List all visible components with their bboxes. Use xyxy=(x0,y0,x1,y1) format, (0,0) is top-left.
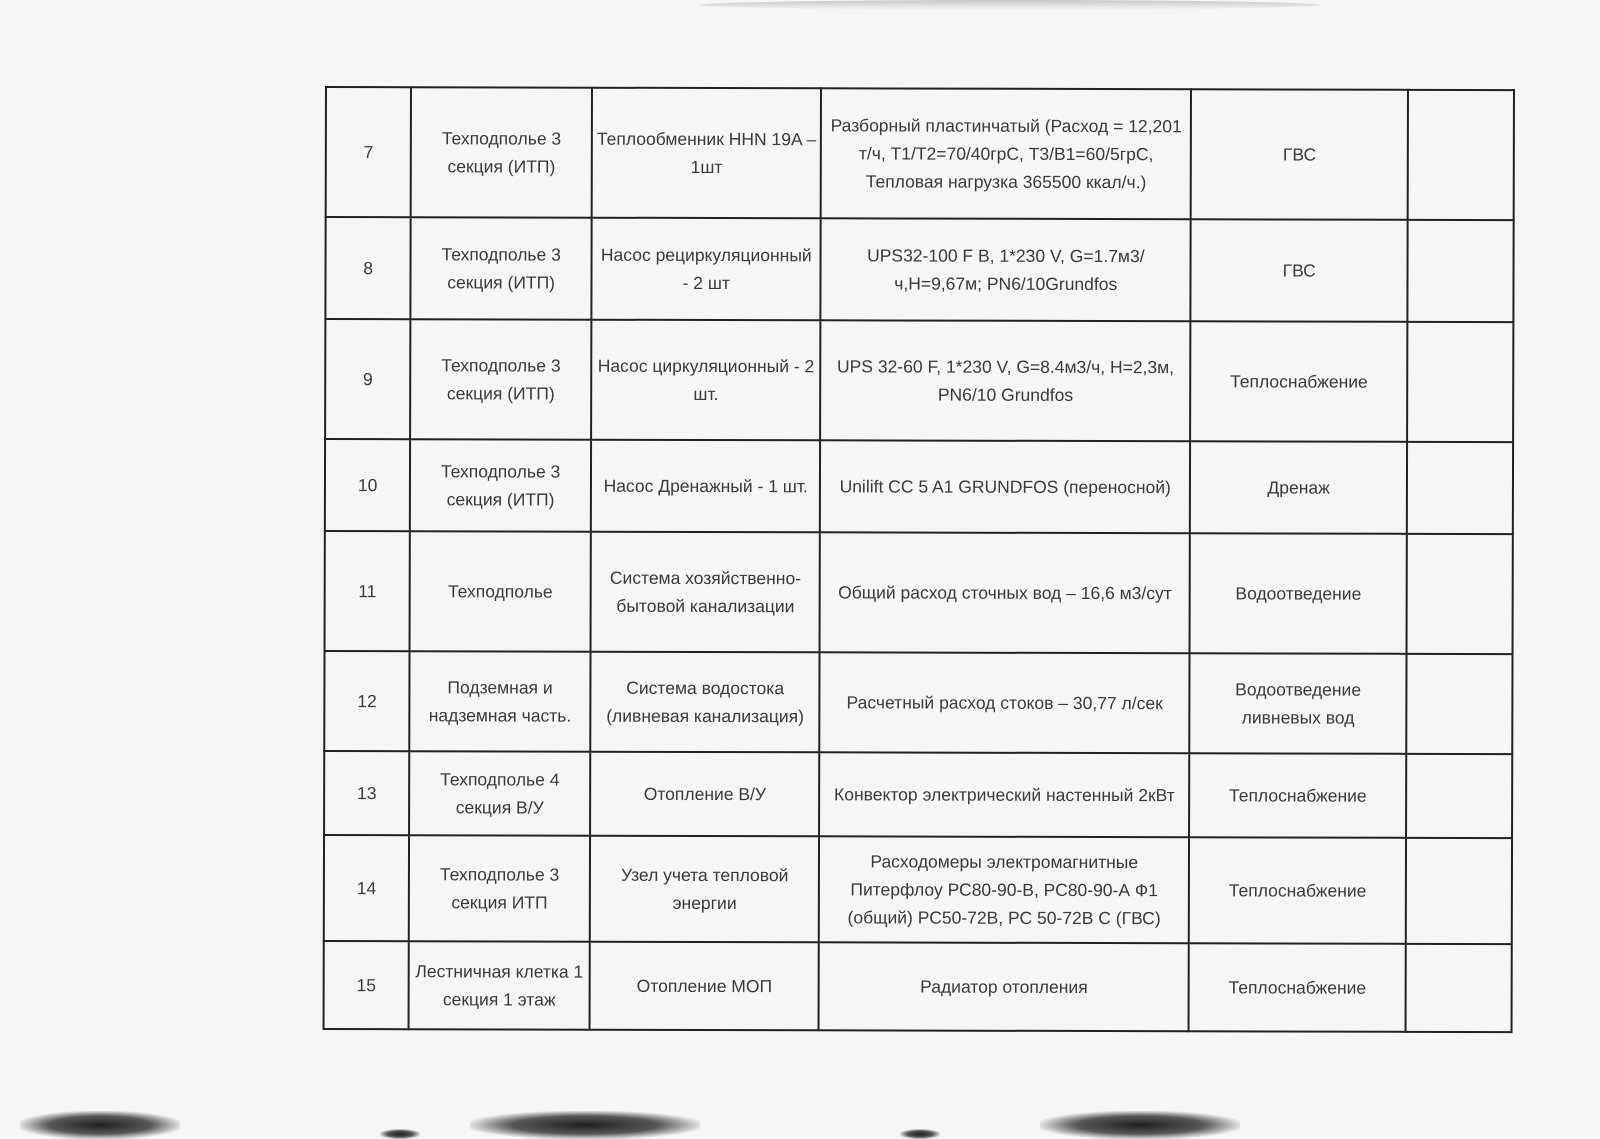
location-cell: Техподполье 3 секция ИТП xyxy=(409,835,590,941)
location-cell: Техподполье 3 секция (ИТП) xyxy=(411,217,592,319)
system-cell: Теплоснабжение xyxy=(1189,837,1407,944)
equipment-cell: Узел учета тепловой энергии xyxy=(590,836,820,943)
equipment-cell: Насос циркуляционный - 2 шт. xyxy=(591,320,821,441)
note-cell xyxy=(1406,944,1512,1032)
scan-shadow-top xyxy=(700,0,1320,10)
location-cell: Техподполье 3 секция (ИТП) xyxy=(410,439,591,531)
equipment-cell: Насос рециркуляционный - 2 шт xyxy=(591,218,821,321)
row-number: 7 xyxy=(326,87,412,217)
equipment-cell: Отопление МОП xyxy=(590,942,820,1031)
table-row xyxy=(324,941,1512,1032)
system-cell: ГВС xyxy=(1190,219,1408,322)
table-row xyxy=(325,531,1513,654)
location-cell: Техподполье 4 секция В/У xyxy=(409,751,590,835)
note-cell xyxy=(1407,534,1513,654)
row-number: 10 xyxy=(325,439,411,531)
table-row xyxy=(325,217,1513,322)
row-number: 13 xyxy=(324,751,410,835)
scan-smudge xyxy=(380,1129,420,1139)
system-cell: ГВС xyxy=(1191,89,1409,220)
location-cell: Техподполье 3 секция (ИТП) xyxy=(410,319,591,439)
specs-cell: Разборный пластинчатый (Расход = 12,201 т/ч, Т1/Т2=70/40грС, Т3/В1=60/5грС, Тепловая нагрузка 365500 ккал/ч.) xyxy=(821,88,1191,219)
equipment-table xyxy=(323,86,1515,1033)
table-row xyxy=(324,651,1512,754)
specs-cell: UPS 32-60 F, 1*230 V, G=8.4м3/ч, H=2,3м, PN6/10 Grundfos xyxy=(821,320,1191,441)
note-cell xyxy=(1408,220,1514,322)
row-number: 12 xyxy=(324,651,410,751)
equipment-cell: Отопление В/У xyxy=(590,752,820,837)
equipment-cell: Теплообменник HHN 19A – 1шт xyxy=(592,88,822,219)
specs-cell: Расчетный расход стоков – 30,77 л/сек xyxy=(820,652,1190,753)
row-number: 15 xyxy=(324,941,410,1029)
location-cell: Техподполье xyxy=(410,531,591,651)
scan-smudge xyxy=(470,1111,700,1139)
note-cell xyxy=(1407,654,1513,754)
specs-cell: Unilift CC 5 A1 GRUNDFOS (переносной) xyxy=(820,440,1190,533)
system-cell: Теплоснабжение xyxy=(1190,321,1408,442)
row-number: 8 xyxy=(325,217,411,319)
table-row xyxy=(326,87,1514,220)
note-cell xyxy=(1407,442,1513,534)
system-cell: Теплоснабжение xyxy=(1189,943,1407,1032)
note-cell xyxy=(1407,322,1513,442)
scan-smudge xyxy=(20,1111,180,1139)
row-number: 14 xyxy=(324,835,410,941)
table-row xyxy=(325,439,1513,534)
location-cell: Лестничная клетка 1 секция 1 этаж xyxy=(409,941,590,1029)
note-cell xyxy=(1406,838,1512,944)
scan-smudge xyxy=(1040,1111,1240,1139)
table-row xyxy=(325,319,1513,442)
specs-cell: UPS32-100 F B, 1*230 V, G=1.7м3/ч,Н=9,67м; PN6/10Grundfos xyxy=(821,218,1191,321)
equipment-cell: Система хозяйственно-бытовой канализации xyxy=(591,532,821,653)
equipment-cell: Система водостока (ливневая канализация) xyxy=(590,652,820,753)
note-cell xyxy=(1408,90,1514,220)
scan-smudge xyxy=(900,1129,940,1139)
row-number: 9 xyxy=(325,319,411,439)
specs-cell: Расходомеры электромагнитные Питерфлоу РС80-90-В, РС80-90-А Ф1 (общий) РС50-72В, РС 50-72В С (ГВС) xyxy=(819,836,1189,943)
equipment-cell: Насос Дренажный - 1 шт. xyxy=(591,440,821,533)
specs-cell: Конвектор электрический настенный 2кВт xyxy=(820,752,1190,837)
location-cell: Техподполье 3 секция (ИТП) xyxy=(411,87,592,217)
specs-cell: Радиатор отопления xyxy=(819,942,1189,1031)
system-cell: Водоотведение ливневых вод xyxy=(1189,653,1407,754)
note-cell xyxy=(1406,754,1512,838)
table-row xyxy=(324,835,1512,944)
row-number: 11 xyxy=(325,531,411,651)
system-cell: Дренаж xyxy=(1190,441,1408,534)
system-cell: Водоотведение xyxy=(1190,533,1408,654)
specs-cell: Общий расход сточных вод – 16,6 м3/сут xyxy=(820,532,1190,653)
location-cell: Подземная и надземная часть. xyxy=(410,651,591,751)
table-row xyxy=(324,751,1512,838)
system-cell: Теплоснабжение xyxy=(1189,753,1407,838)
